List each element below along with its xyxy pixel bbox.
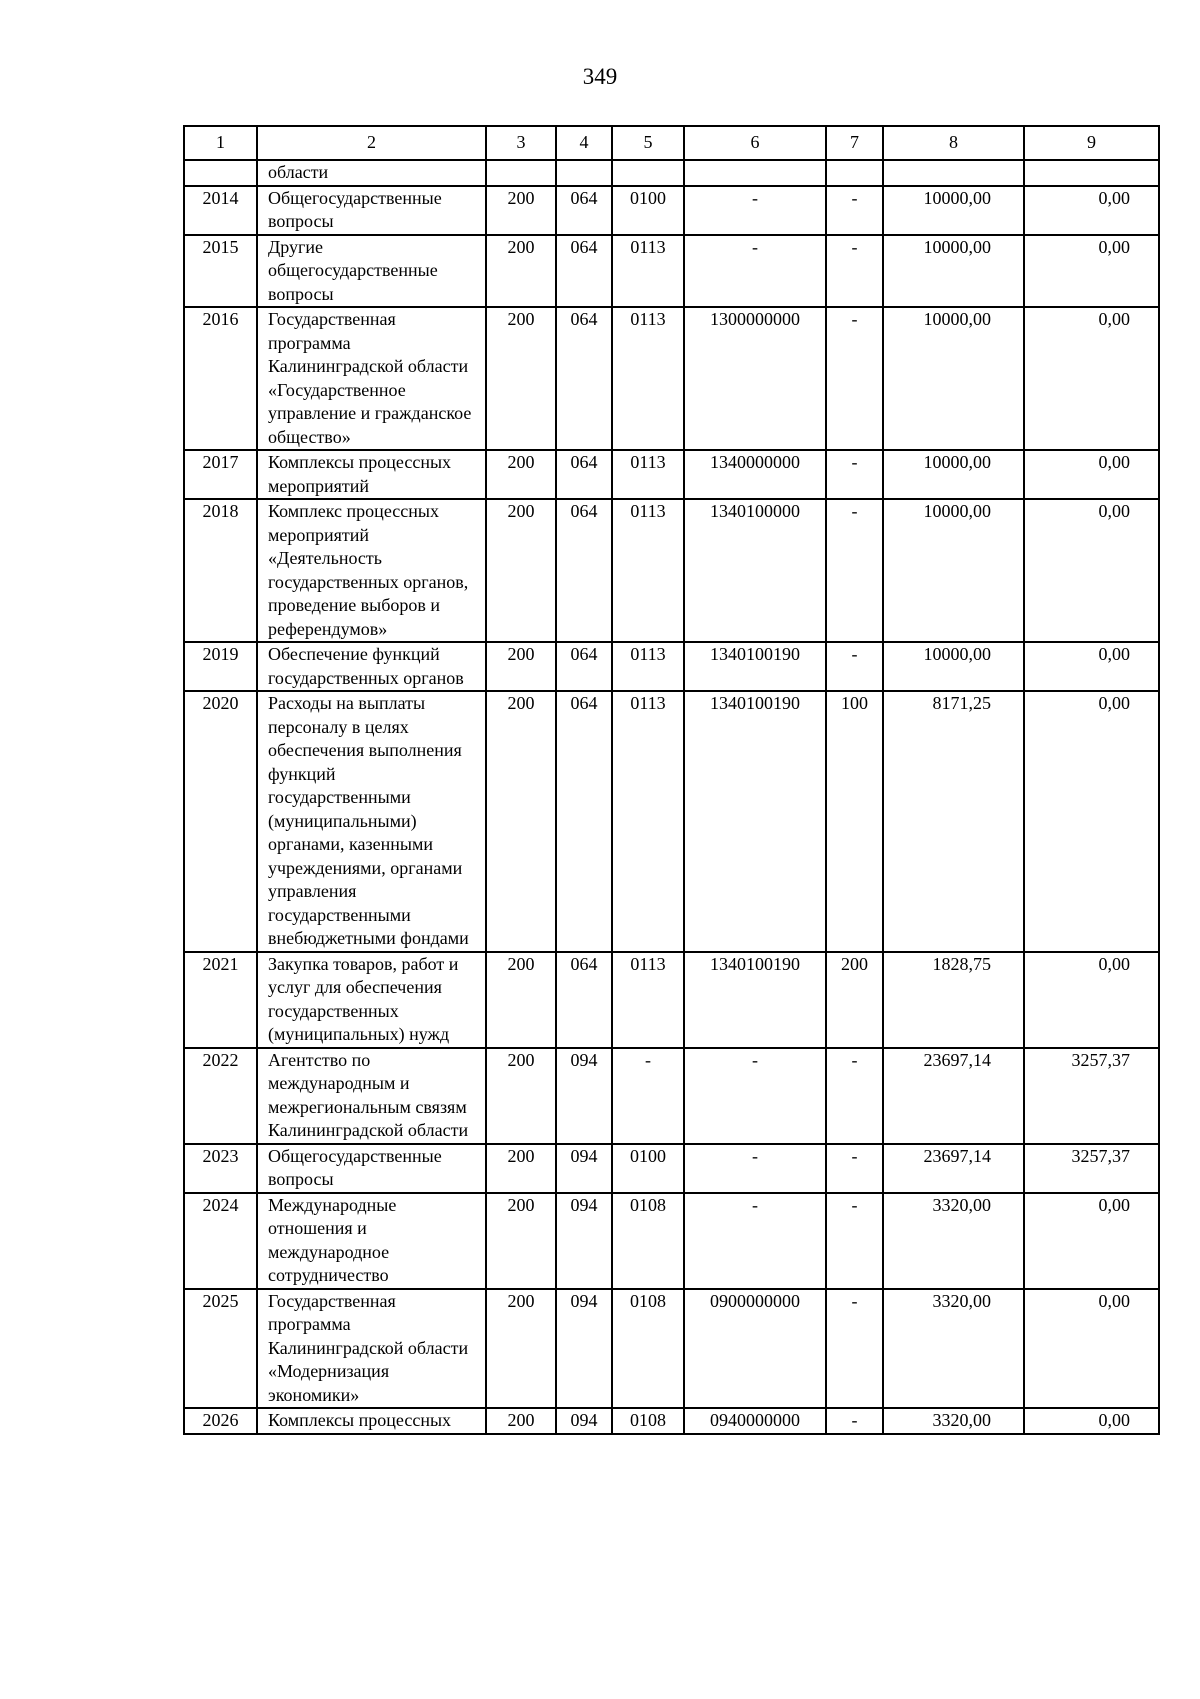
row-name-cell: Государственная программа Калининградской области «Государственное управление и гражданское общество» <box>257 307 486 450</box>
section-code-cell: 0108 <box>612 1193 684 1289</box>
target-article-cell <box>684 160 826 186</box>
row-number-cell: 2024 <box>184 1193 257 1289</box>
column-header-2: 2 <box>257 126 486 160</box>
amount-extra-cell: 0,00 <box>1024 952 1159 1048</box>
table-row <box>184 1048 1159 1144</box>
column-header-7: 7 <box>826 126 883 160</box>
department-code-cell: 064 <box>556 691 612 952</box>
amount-extra-cell: 0,00 <box>1024 499 1159 642</box>
section-code-cell: 0113 <box>612 450 684 499</box>
department-code-cell: 064 <box>556 952 612 1048</box>
amount-cell: 23697,14 <box>883 1048 1024 1144</box>
amount-cell: 10000,00 <box>883 499 1024 642</box>
table-body <box>184 160 1159 1434</box>
amount-extra-cell: 0,00 <box>1024 1408 1159 1434</box>
amount-cell: 23697,14 <box>883 1144 1024 1193</box>
ministry-code-cell <box>486 160 556 186</box>
section-code-cell: 0108 <box>612 1289 684 1409</box>
row-name-cell: области <box>257 160 486 186</box>
table-row <box>184 952 1159 1048</box>
row-number-cell: 2019 <box>184 642 257 691</box>
amount-extra-cell: 0,00 <box>1024 1193 1159 1289</box>
ministry-code-cell: 200 <box>486 691 556 952</box>
expense-type-cell: - <box>826 642 883 691</box>
expense-type-cell: - <box>826 1048 883 1144</box>
row-name-cell: Расходы на выплаты персоналу в целях обеспечения выполнения функций государственными (муниципальными) органами, казенными учреждениями, органами управления государственными внебюджетными фондами <box>257 691 486 952</box>
column-header-8: 8 <box>883 126 1024 160</box>
department-code-cell: 064 <box>556 499 612 642</box>
table-row <box>184 235 1159 308</box>
column-header-1: 1 <box>184 126 257 160</box>
ministry-code-cell: 200 <box>486 186 556 235</box>
expense-type-cell: 200 <box>826 952 883 1048</box>
department-code-cell: 064 <box>556 307 612 450</box>
table-row <box>184 307 1159 450</box>
expense-type-cell: - <box>826 1289 883 1409</box>
department-code-cell: 064 <box>556 186 612 235</box>
row-number-cell: 2014 <box>184 186 257 235</box>
row-number-cell: 2025 <box>184 1289 257 1409</box>
amount-cell <box>883 160 1024 186</box>
amount-extra-cell: 0,00 <box>1024 235 1159 308</box>
table-header-row <box>184 126 1159 160</box>
target-article-cell: - <box>684 235 826 308</box>
expense-type-cell: - <box>826 450 883 499</box>
ministry-code-cell: 200 <box>486 235 556 308</box>
row-name-cell: Международные отношения и международное сотрудничество <box>257 1193 486 1289</box>
amount-cell: 8171,25 <box>883 691 1024 952</box>
amount-extra-cell: 0,00 <box>1024 691 1159 952</box>
table-row <box>184 499 1159 642</box>
target-article-cell: 1300000000 <box>684 307 826 450</box>
amount-extra-cell: 0,00 <box>1024 186 1159 235</box>
amount-cell: 10000,00 <box>883 186 1024 235</box>
section-code-cell <box>612 160 684 186</box>
department-code-cell: 094 <box>556 1193 612 1289</box>
column-header-9: 9 <box>1024 126 1159 160</box>
row-name-cell: Другие общегосударственные вопросы <box>257 235 486 308</box>
expense-type-cell: - <box>826 499 883 642</box>
department-code-cell: 094 <box>556 1144 612 1193</box>
row-name-cell: Общегосударственные вопросы <box>257 1144 486 1193</box>
department-code-cell: 094 <box>556 1048 612 1144</box>
column-header-5: 5 <box>612 126 684 160</box>
target-article-cell: 0940000000 <box>684 1408 826 1434</box>
column-header-6: 6 <box>684 126 826 160</box>
amount-cell: 3320,00 <box>883 1193 1024 1289</box>
section-code-cell: 0100 <box>612 1144 684 1193</box>
table-row <box>184 450 1159 499</box>
expense-type-cell: - <box>826 1144 883 1193</box>
target-article-cell: - <box>684 1144 826 1193</box>
amount-cell: 10000,00 <box>883 307 1024 450</box>
ministry-code-cell: 200 <box>486 450 556 499</box>
row-number-cell: 2017 <box>184 450 257 499</box>
amount-extra-cell: 0,00 <box>1024 307 1159 450</box>
ministry-code-cell: 200 <box>486 1048 556 1144</box>
amount-cell: 1828,75 <box>883 952 1024 1048</box>
target-article-cell: - <box>684 186 826 235</box>
amount-extra-cell: 3257,37 <box>1024 1048 1159 1144</box>
column-header-4: 4 <box>556 126 612 160</box>
expense-type-cell: - <box>826 307 883 450</box>
ministry-code-cell: 200 <box>486 1144 556 1193</box>
row-number-cell: 2021 <box>184 952 257 1048</box>
amount-cell: 3320,00 <box>883 1408 1024 1434</box>
amount-extra-cell: 0,00 <box>1024 1289 1159 1409</box>
section-code-cell: 0113 <box>612 307 684 450</box>
table-row <box>184 1193 1159 1289</box>
row-name-cell: Агентство по международным и межрегиональным связям Калининградской области <box>257 1048 486 1144</box>
table-row <box>184 642 1159 691</box>
amount-cell: 3320,00 <box>883 1289 1024 1409</box>
row-number-cell: 2026 <box>184 1408 257 1434</box>
row-name-cell: Комплексы процессных мероприятий <box>257 450 486 499</box>
target-article-cell: 1340100190 <box>684 691 826 952</box>
row-number-cell: 2016 <box>184 307 257 450</box>
section-code-cell: 0113 <box>612 499 684 642</box>
row-name-cell: Закупка товаров, работ и услуг для обеспечения государственных (муниципальных) нужд <box>257 952 486 1048</box>
section-code-cell: 0113 <box>612 691 684 952</box>
target-article-cell: 1340100190 <box>684 952 826 1048</box>
department-code-cell: 064 <box>556 235 612 308</box>
department-code-cell: 064 <box>556 642 612 691</box>
row-number-cell: 2023 <box>184 1144 257 1193</box>
section-code-cell: 0113 <box>612 235 684 308</box>
amount-cell: 10000,00 <box>883 642 1024 691</box>
ministry-code-cell: 200 <box>486 499 556 642</box>
ministry-code-cell: 200 <box>486 952 556 1048</box>
budget-table <box>183 125 1160 1435</box>
ministry-code-cell: 200 <box>486 1289 556 1409</box>
expense-type-cell: - <box>826 1408 883 1434</box>
table-row <box>184 160 1159 186</box>
ministry-code-cell: 200 <box>486 1193 556 1289</box>
target-article-cell: - <box>684 1193 826 1289</box>
section-code-cell: - <box>612 1048 684 1144</box>
department-code-cell: 064 <box>556 450 612 499</box>
amount-extra-cell: 0,00 <box>1024 642 1159 691</box>
expense-type-cell: - <box>826 1193 883 1289</box>
table-row <box>184 1408 1159 1434</box>
row-name-cell: Комплексы процессных <box>257 1408 486 1434</box>
table-row <box>184 1289 1159 1409</box>
expense-type-cell: - <box>826 186 883 235</box>
table-row <box>184 186 1159 235</box>
section-code-cell: 0113 <box>612 642 684 691</box>
department-code-cell: 094 <box>556 1289 612 1409</box>
target-article-cell: 0900000000 <box>684 1289 826 1409</box>
row-number-cell: 2022 <box>184 1048 257 1144</box>
column-header-3: 3 <box>486 126 556 160</box>
amount-extra-cell: 0,00 <box>1024 450 1159 499</box>
section-code-cell: 0113 <box>612 952 684 1048</box>
amount-extra-cell <box>1024 160 1159 186</box>
expense-type-cell <box>826 160 883 186</box>
target-article-cell: 1340100190 <box>684 642 826 691</box>
table-row <box>184 1144 1159 1193</box>
row-number-cell <box>184 160 257 186</box>
expense-type-cell: 100 <box>826 691 883 952</box>
row-number-cell: 2018 <box>184 499 257 642</box>
expense-type-cell: - <box>826 235 883 308</box>
row-name-cell: Комплекс процессных мероприятий «Деятельность государственных органов, проведение выборов и референдумов» <box>257 499 486 642</box>
row-number-cell: 2020 <box>184 691 257 952</box>
department-code-cell <box>556 160 612 186</box>
ministry-code-cell: 200 <box>486 307 556 450</box>
section-code-cell: 0100 <box>612 186 684 235</box>
row-name-cell: Государственная программа Калининградской области «Модернизация экономики» <box>257 1289 486 1409</box>
target-article-cell: 1340000000 <box>684 450 826 499</box>
row-name-cell: Общегосударственные вопросы <box>257 186 486 235</box>
page-number: 349 <box>582 64 618 89</box>
ministry-code-cell: 200 <box>486 642 556 691</box>
amount-cell: 10000,00 <box>883 450 1024 499</box>
amount-extra-cell: 3257,37 <box>1024 1144 1159 1193</box>
target-article-cell: 1340100000 <box>684 499 826 642</box>
ministry-code-cell: 200 <box>486 1408 556 1434</box>
target-article-cell: - <box>684 1048 826 1144</box>
row-number-cell: 2015 <box>184 235 257 308</box>
department-code-cell: 094 <box>556 1408 612 1434</box>
section-code-cell: 0108 <box>612 1408 684 1434</box>
amount-cell: 10000,00 <box>883 235 1024 308</box>
table-row <box>184 691 1159 952</box>
row-name-cell: Обеспечение функций государственных органов <box>257 642 486 691</box>
